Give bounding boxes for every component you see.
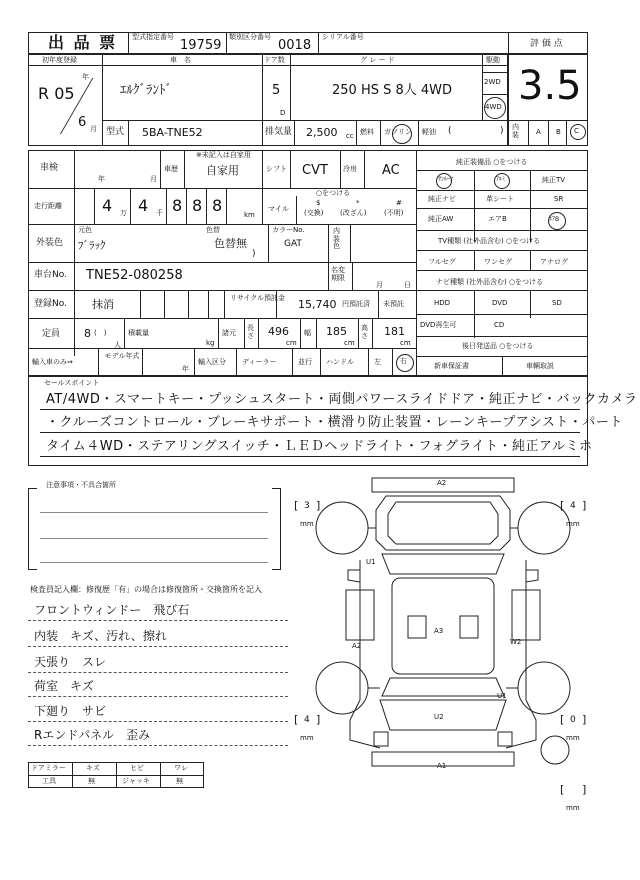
int-b: B xyxy=(556,128,561,136)
opt-alloy: ｱﾙﾐ xyxy=(496,176,506,183)
opt-sunroof: ｻﾝﾙｰﾌ xyxy=(438,176,454,183)
first-reg-era: R 05 xyxy=(38,84,75,103)
tv-title: TV種類 (社外品含む) ○をつける xyxy=(438,237,541,245)
int-a: A xyxy=(536,128,541,136)
vin-label: 車台No. xyxy=(34,270,67,280)
first-reg-month: 6 xyxy=(78,115,87,130)
category-no: 0018 xyxy=(278,38,312,53)
length-label: 長さ xyxy=(247,324,254,341)
cooling-label: 冷房 xyxy=(343,165,357,173)
tread-rl-bracket-open: [ xyxy=(294,713,299,726)
windshield xyxy=(382,554,504,574)
recycle-label: リサイクル預託金 xyxy=(230,294,286,302)
tread-rl-mm: mm xyxy=(300,734,314,742)
dmg-right-side: W2 xyxy=(510,638,522,646)
tread-fl-bracket-close: ] xyxy=(316,499,321,512)
paint-status: 色替無 xyxy=(214,237,247,250)
opt-airbag-circled: ｴｱB xyxy=(549,216,560,223)
paren-open: ( xyxy=(448,126,452,136)
eq-jack: ジャッキ xyxy=(122,777,150,785)
orig-color-label: 元色 xyxy=(78,226,92,234)
paint-label: 色替 xyxy=(206,226,220,234)
opt-sr: SR xyxy=(554,195,564,203)
mileage-d3: 8 xyxy=(172,196,183,215)
grade-label: グ レ ー ド xyxy=(360,56,395,64)
navi-hdd: HDD xyxy=(434,299,451,307)
tread-rr-bracket-open: [ xyxy=(560,713,565,726)
score-label: 評 価 点 xyxy=(530,39,563,49)
vehicle-manual: 車輌取説 xyxy=(526,362,554,370)
type-no: 19759 xyxy=(180,38,222,53)
mileage-label: 走行距離 xyxy=(34,202,62,210)
eq-tools-value: 無 xyxy=(88,777,95,785)
opt-aw: 純正AW xyxy=(428,215,454,223)
tread-fr-bracket-close: ] xyxy=(582,499,587,512)
dmg-u1-front: U1 xyxy=(366,558,376,566)
paren-close: ) xyxy=(500,126,504,136)
mileage-check-note: ○をつける xyxy=(316,189,351,197)
sales-label: セールスポイント xyxy=(44,379,100,387)
doors: 5 xyxy=(272,83,281,98)
width: 185 xyxy=(326,325,347,338)
serial-label: シリアル番号 xyxy=(322,33,364,41)
car-name-label: 車 名 xyxy=(170,56,191,64)
navi-dvd: DVD xyxy=(492,299,508,307)
int-color-label: 内装色 xyxy=(333,227,340,251)
inspector-line-6: Rエンドパネル 歪み xyxy=(34,728,151,742)
tv-fullseg: フルセグ xyxy=(428,258,456,266)
dmg-front-bumper: A2 xyxy=(437,479,447,487)
reg-value: 抹消 xyxy=(92,298,114,311)
displacement-label: 排気量 xyxy=(265,127,293,137)
shift-label: シフト xyxy=(266,165,287,173)
mile-label: マイル xyxy=(268,205,289,213)
capacity: 8 xyxy=(84,327,91,340)
mileage-sen: 千 xyxy=(156,209,163,217)
tread-fr: 4 xyxy=(570,501,576,511)
vin: TNE52-080258 xyxy=(86,268,183,283)
tread-rr-bracket-close: ] xyxy=(582,713,587,726)
inspector-line-5: 下廻り サビ xyxy=(34,704,107,718)
tread-spare-bracket-open: [ xyxy=(560,783,565,796)
tread-fr-mm: mm xyxy=(566,520,580,528)
recycle-not-deposited: 未預託 xyxy=(383,300,404,308)
mileage-man: 万 xyxy=(120,209,127,217)
front-left-wheel xyxy=(316,499,368,554)
tread-rl-bracket-close: ] xyxy=(316,713,321,726)
cooling: AC xyxy=(382,163,400,178)
tread-fl: 3 xyxy=(304,501,310,511)
door-suffix: D xyxy=(280,109,286,117)
inspector-line-3: 天張り スレ xyxy=(34,655,107,669)
dmg-u1-rear: U1 xyxy=(497,692,507,700)
tv-analog: アナログ xyxy=(540,258,568,266)
rear-window xyxy=(382,678,504,696)
mileage-d4: 8 xyxy=(192,196,203,215)
drive-label: 駆動 xyxy=(486,56,500,64)
tamper-sym: * xyxy=(356,199,360,207)
import-label: 輸入車のみ⇒ xyxy=(32,358,73,366)
car-name: ｴﾙｸﾞﾗﾝﾄﾞ xyxy=(120,83,172,98)
sales-line-2: ・クルーズコントロール・ブレーキサポート・横滑り防止装置・レーンキープアシスト・パート xyxy=(46,415,623,430)
dmg-rear-bumper: A1 xyxy=(437,762,447,770)
dims-label: 諸元 xyxy=(222,329,236,337)
options-title: 純正装備品 ○をつける xyxy=(456,158,528,166)
displacement: 2,500 xyxy=(306,126,338,139)
fuel-label: 燃料 xyxy=(360,128,374,136)
eq-header-break: ワレ xyxy=(174,764,188,772)
name-change-month: 月 xyxy=(376,281,383,289)
notes-label: 注意事項・不具合箇所 xyxy=(46,481,116,489)
dvd-playback-label: DVD再生可 xyxy=(420,321,457,329)
first-reg-year-unit: 年 xyxy=(82,73,89,81)
new-car-warranty: 新車保証書 xyxy=(434,362,469,370)
drive-4wd: 4WD xyxy=(485,103,502,111)
length-cm: cm xyxy=(286,339,297,347)
first-reg-label: 初年度登録 xyxy=(42,56,77,64)
eq-header-scratch: キズ xyxy=(86,764,100,772)
load-kg: kg xyxy=(206,339,215,347)
opt-tv: 純正TV xyxy=(542,176,566,184)
dmg-u2: U2 xyxy=(434,713,444,721)
fuel-gasoline: ガソリン xyxy=(384,128,412,136)
history-label: 車歴 xyxy=(164,165,178,173)
paint-paren-close: ) xyxy=(252,249,256,259)
fuel-diesel: 軽油 xyxy=(422,128,436,136)
inspector-line-1: フロントウィンドー 飛び石 xyxy=(34,603,190,617)
eq-header-mirror: ドアミラー xyxy=(31,764,66,772)
inspection-month-unit: 月 xyxy=(150,175,157,183)
import-dealer: ディーラー xyxy=(242,358,277,366)
tread-spare-bracket-close: ] xyxy=(582,783,587,796)
history-note: ※未記入は自家用 xyxy=(196,151,251,159)
tread-fr-bracket-open: [ xyxy=(560,499,565,512)
history: 自家用 xyxy=(206,164,239,177)
name-change-label: 名変期限 xyxy=(331,266,345,283)
category-label: 類別区分番号 xyxy=(229,33,271,41)
handle-right: 右 xyxy=(400,357,407,365)
sales-line-3: タイム４WD・ステアリングスイッチ・ＬＥＤヘッドライト・フォグライト・純正アルミホ xyxy=(46,439,593,454)
roof xyxy=(392,578,494,674)
import-parallel: 並行 xyxy=(298,358,312,366)
doors-label: ドア数 xyxy=(264,56,285,64)
swap-label: (交換) xyxy=(304,209,324,217)
score-value: 3.5 xyxy=(518,63,582,109)
length: 496 xyxy=(268,325,289,338)
recycle-amount: 15,740 xyxy=(298,298,337,311)
form-title: 出 品 票 xyxy=(48,33,118,52)
inspector-line-4: 荷室 キズ xyxy=(34,679,94,693)
eq-header-crack: ヒビ xyxy=(130,764,144,772)
handle-label: ハンドル xyxy=(326,358,354,366)
left-side xyxy=(350,560,380,748)
opt-airbag: エアB xyxy=(488,215,507,223)
width-cm: cm xyxy=(344,339,355,347)
later-title: 後日発送品 ○をつける xyxy=(462,342,534,350)
handle-left: 左 xyxy=(374,358,381,366)
reg-label: 登録No. xyxy=(34,299,67,309)
opt-navi: 純正ナビ xyxy=(428,195,456,203)
shift: CVT xyxy=(302,163,328,178)
color-no: GAT xyxy=(284,239,302,249)
height-label: 高さ xyxy=(361,324,368,341)
unknown-label: (不明) xyxy=(384,209,404,217)
eq-jack-value: 無 xyxy=(176,777,183,785)
tread-rr-mm: mm xyxy=(566,734,580,742)
spare-wheel xyxy=(541,736,569,764)
model-year-unit: 年 xyxy=(182,365,189,373)
dmg-center: A3 xyxy=(434,627,444,635)
grade: 250 HS S 8人 4WD xyxy=(332,83,453,98)
hood-outline xyxy=(376,496,510,550)
unknown-sym: # xyxy=(396,199,402,207)
inspector-label: 検査員記入欄：修復歴「有」の場合は修復箇所・交換箇所を記入 xyxy=(30,585,262,594)
color-label: 外装色 xyxy=(36,238,64,248)
import-cat-label: 輸入区分 xyxy=(198,358,226,366)
height: 181 xyxy=(384,325,405,338)
tread-rr: 0 xyxy=(570,715,576,725)
recycle-unit: 円預託済 xyxy=(342,300,370,308)
inspection-label: 車検 xyxy=(40,163,59,173)
tread-rl: 4 xyxy=(304,715,310,725)
tread-spare-mm: mm xyxy=(566,804,580,812)
swap-sym: $ xyxy=(316,199,321,207)
type-no-label: 型式指定番号 xyxy=(132,33,174,41)
load-label: 積載量 xyxy=(128,329,149,337)
tamper-label: (改ざん) xyxy=(340,209,367,217)
model: 5BA-TNE52 xyxy=(142,126,203,139)
first-reg-month-unit: 月 xyxy=(90,125,97,133)
capacity-label: 定員 xyxy=(42,329,61,339)
dmg-left-side: A2 xyxy=(352,642,362,650)
color-no-label: カラーNo. xyxy=(272,226,305,234)
capacity-paren: ( ) xyxy=(94,329,107,337)
exterior-color: ﾌﾞﾗｯｸ xyxy=(78,239,106,252)
mileage-d2: 4 xyxy=(138,196,149,215)
tv-oneseg: ワンセグ xyxy=(484,258,512,266)
eq-tools: 工具 xyxy=(42,777,56,785)
drive-2wd: 2WD xyxy=(484,78,501,86)
model-year-label: モデル年式 xyxy=(104,352,140,360)
width-label: 幅 xyxy=(304,329,311,337)
navi-sd: SD xyxy=(552,299,562,307)
inspector-line-2: 内装 キズ、汚れ、擦れ xyxy=(34,629,167,643)
mileage-d5: 8 xyxy=(212,196,223,215)
cd-label: CD xyxy=(494,321,505,329)
sales-line-1: AT/4WD・スマートキー・プッシュスタート・両側パワースライドドア・純正ナビ・バックカメラ xyxy=(46,392,638,407)
cc-unit: cc xyxy=(346,132,354,140)
tread-fl-bracket-open: [ xyxy=(294,499,299,512)
name-change-day: 日 xyxy=(404,281,411,289)
tread-fl-mm: mm xyxy=(300,520,314,528)
mileage-d1: 4 xyxy=(102,196,113,215)
height-cm: cm xyxy=(400,339,411,347)
int-c: C xyxy=(574,127,579,135)
right-side xyxy=(506,560,536,748)
capacity-unit: 人 xyxy=(114,341,121,349)
car-damage-diagram xyxy=(300,470,600,780)
opt-leather: 革シート xyxy=(486,195,514,203)
interior-label: 内装 xyxy=(512,123,519,139)
model-label: 型式 xyxy=(106,127,125,137)
navi-title: ナビ種類 (社外品含む) ○をつける xyxy=(436,278,544,286)
inspection-year-unit: 年 xyxy=(98,175,105,183)
mileage-km: km xyxy=(244,211,255,219)
